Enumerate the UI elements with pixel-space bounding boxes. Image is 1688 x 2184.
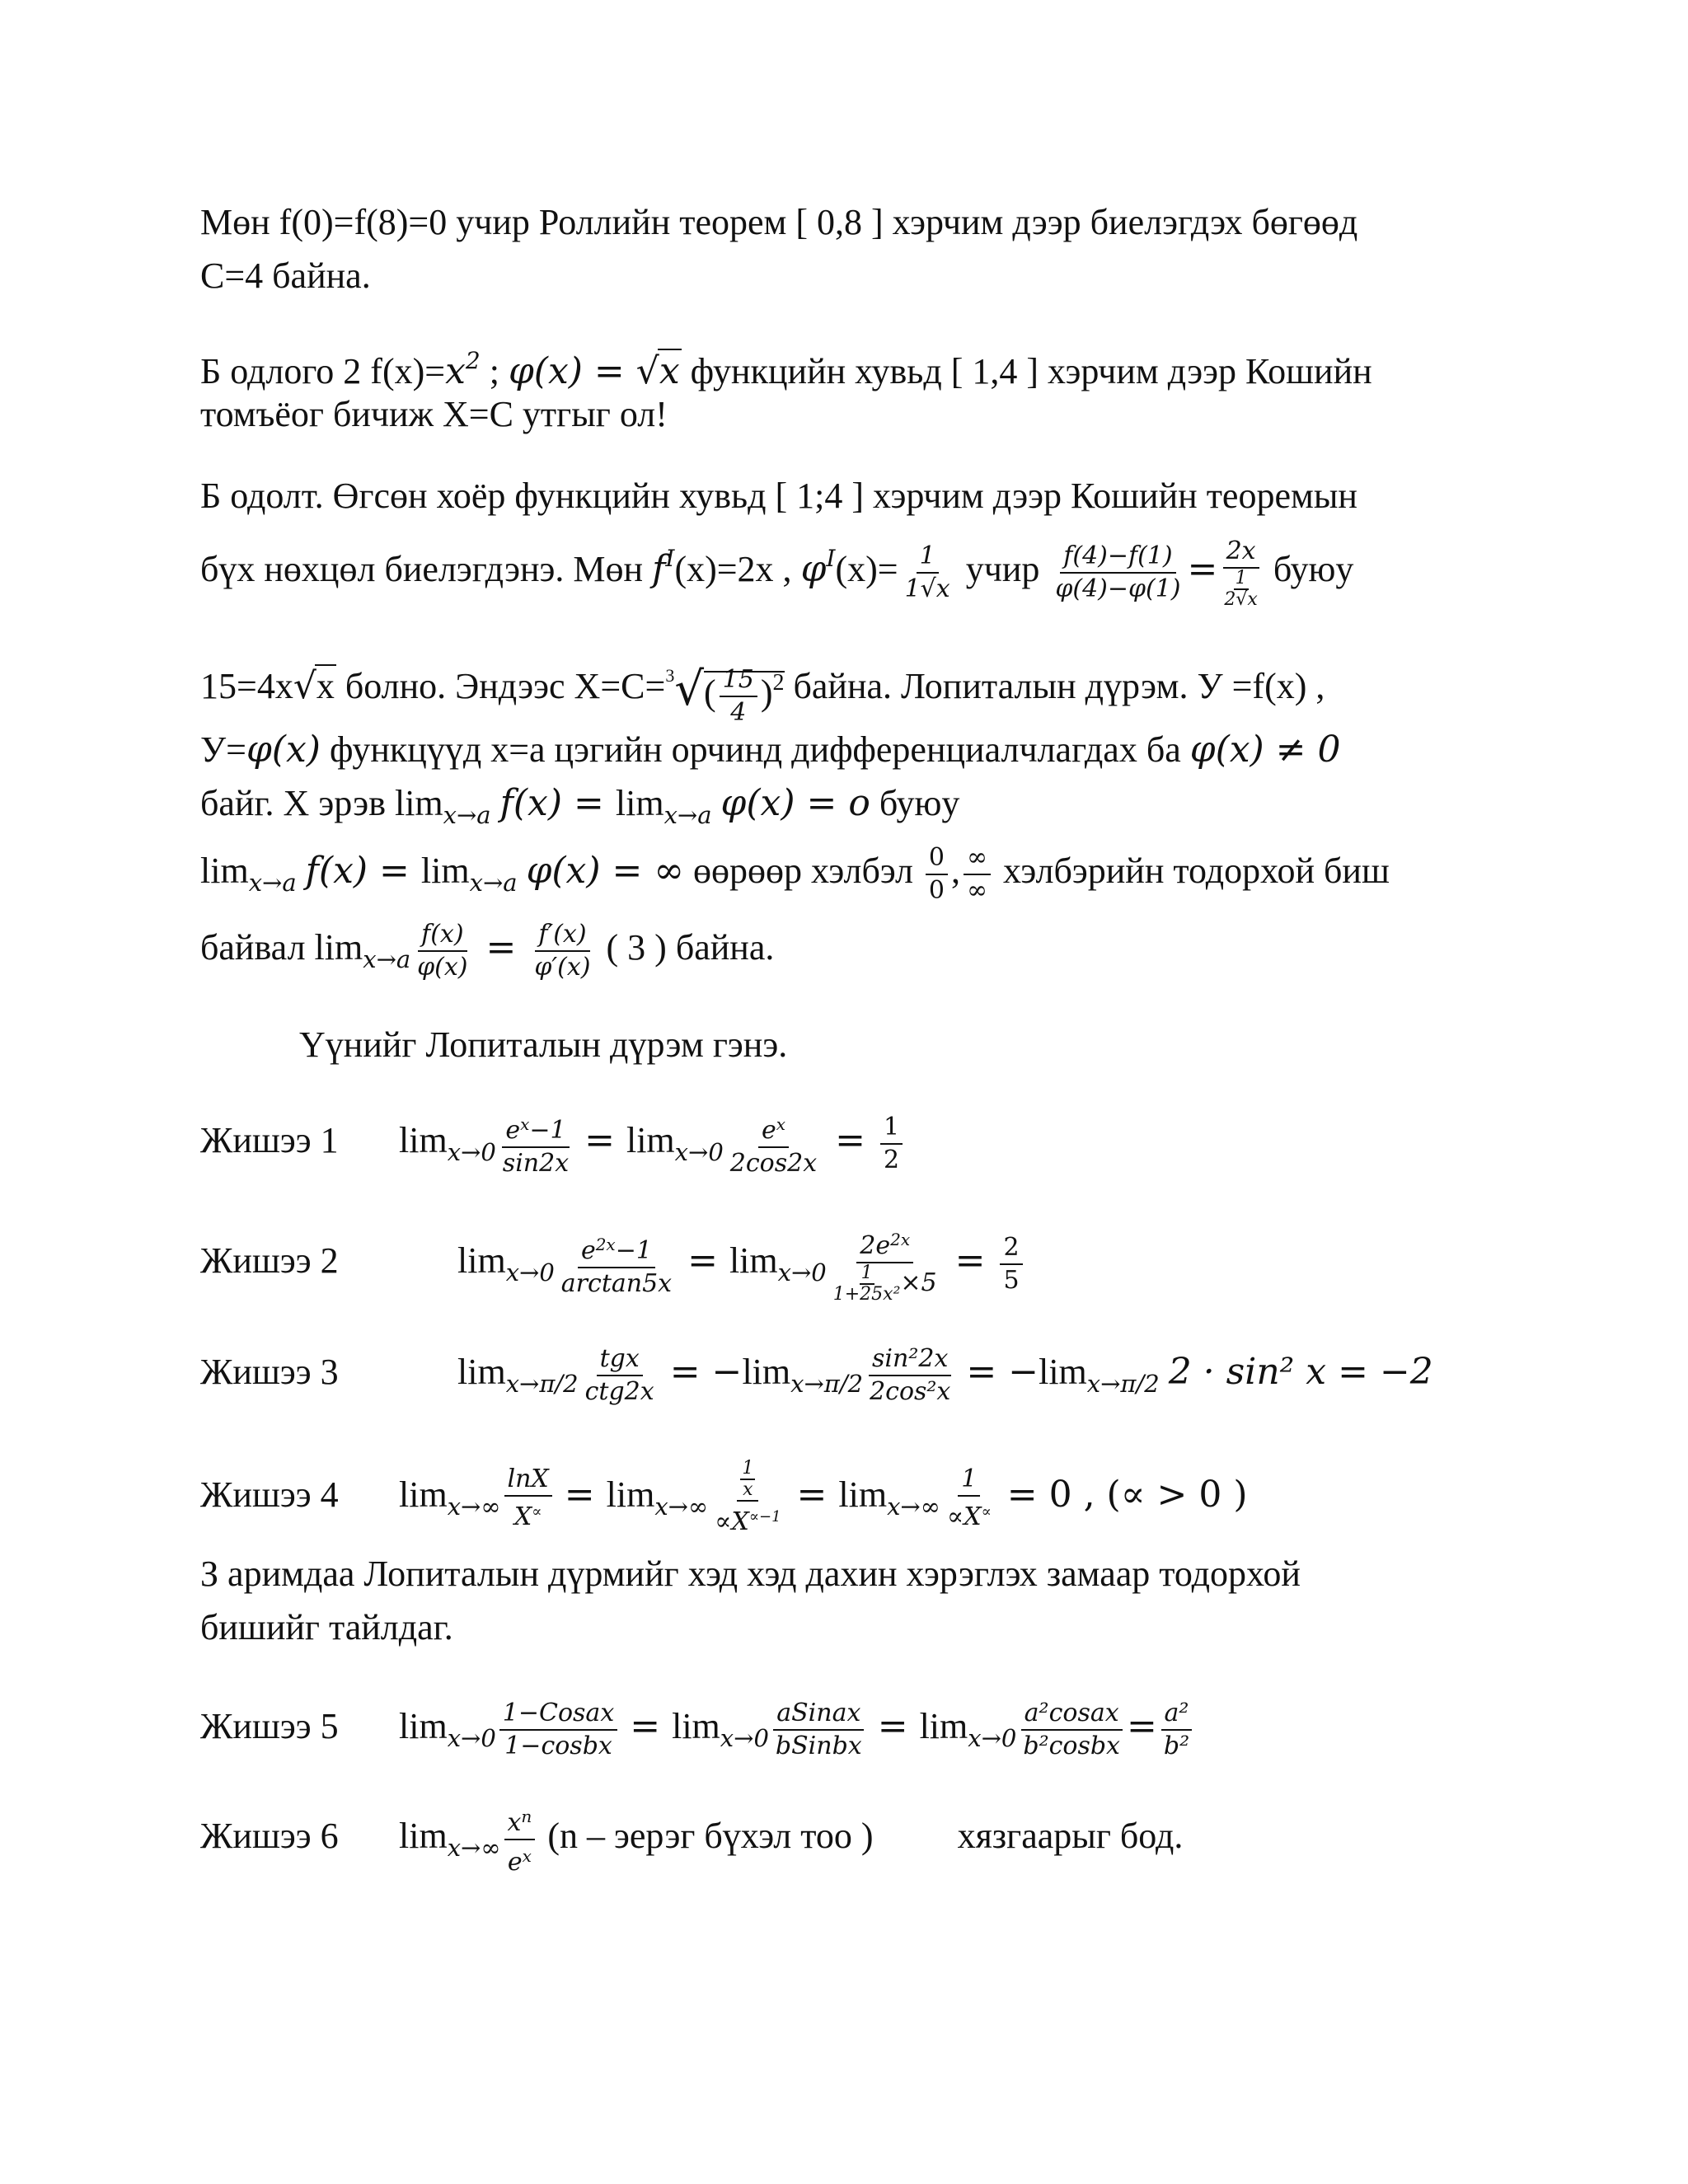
sqrt-symbol: √ bbox=[635, 350, 659, 392]
fraction: $\frac{0}{0}$ bbox=[926, 842, 948, 907]
problem-2-line-1: Б одлого 2 $f(x)=x^2$ ; φ(x) = √x функцийн хувьд [ 1,4 ] хэрчим дээр Кошийн bbox=[200, 347, 1372, 392]
text: байг. Х эрэв bbox=[200, 783, 386, 823]
text: томъёог бичиж X=C утгыг ол! bbox=[200, 394, 668, 434]
paragraph-5-line-2 bbox=[200, 1603, 1573, 1652]
text: 15=4x bbox=[200, 666, 293, 707]
text: (x)= bbox=[835, 549, 898, 589]
text: C=4 байна. bbox=[200, 255, 371, 296]
text: байвал bbox=[200, 927, 306, 968]
paragraph-1-line-2 bbox=[200, 251, 1573, 301]
math: $\lim_{x\to a}$ bbox=[615, 783, 712, 829]
equals: = bbox=[1187, 548, 1218, 590]
solution-line-7 bbox=[200, 919, 1573, 984]
solution-line-2 bbox=[200, 534, 1573, 610]
example-label: Жишээ 4 bbox=[200, 1474, 339, 1516]
text: функцийн хувьд [ 1,4 ] хэрчим дээр Кошийн bbox=[690, 351, 1372, 391]
text: бишийг тайлдаг. bbox=[200, 1607, 453, 1647]
example-3: Жишээ 3 $\lim_{x\to\pi/2}$ $\frac{\text{tgx}}{\text{ctg2x}}$ = $-\lim_{x\to\pi/2}$ $\frac{\text{sin²2x}}{\text{2cos²x}}$ = $-\lim_{x\to\pi/2}$ 2 · sin² x = −2 bbox=[200, 1344, 1433, 1406]
text: (x)=2x , bbox=[674, 549, 792, 589]
math: $\lim_{x\to a}$ bbox=[200, 851, 297, 898]
math: $\lim_{x\to 0}$ bbox=[399, 1120, 496, 1167]
math: f(x) = bbox=[305, 850, 421, 893]
text: өөрөөр хэлбэл bbox=[693, 851, 913, 892]
math: φ(x) bbox=[246, 729, 321, 771]
text: З аримдаа Лопиталын дүрмийг хэд хэд дахин хэрэглэх замаар тодорхой bbox=[200, 1554, 1301, 1594]
solution-line-4 bbox=[200, 725, 1573, 775]
math: $\lim_{x\to a}$ bbox=[394, 783, 491, 829]
solution-line-1 bbox=[200, 471, 1573, 521]
fraction: $\frac{\infty}{\infty}$ bbox=[964, 842, 991, 907]
text: Б одлого 2 f(x)= bbox=[200, 351, 446, 391]
math: $\lim_{x\to a}$ bbox=[420, 851, 518, 898]
text: ( 3 ) байна. bbox=[606, 927, 775, 968]
text: (n – эерэг бүхэл тоо ) bbox=[547, 1816, 874, 1857]
math: φ(x) = bbox=[508, 350, 636, 392]
sqrt-symbol: √ bbox=[293, 665, 316, 708]
text: Б одолт. Өгсөн хоёр функцийн хувьд [ 1;4 ] хэрчим дээр Кошийн теоремын bbox=[200, 476, 1357, 516]
math: $\varphi^I$ bbox=[800, 545, 836, 590]
example-4: Жишээ 4 $\lim_{x\to\infty}$ $\frac{\ln X}{X^\propto}$ = $\lim_{x\to\infty}$ $\frac{\frac{1}{x}}{\propto X^{\propto-1}}$ = $\lim_{x\to\infty}$ $\frac{1}{\propto X^\propto}$ = 0 , (∝ > 0 ) bbox=[200, 1458, 1248, 1536]
solution-line-3 bbox=[200, 651, 1573, 729]
math: x bbox=[316, 666, 335, 707]
cube-root: $^3$√( $\frac{15}{4}$ )$^2$ bbox=[665, 663, 785, 727]
fraction: $\frac{f'(x)}{\varphi'(x)}$ bbox=[534, 920, 591, 982]
example-2: Жишээ 2 $\lim_{x\to 0}$ $\frac{e^{2x}-1}{\arctan 5x}$ = $\lim_{x\to 0}$ $2e^{2x}$ $\frac{1}{\text{1+25x²}}$ ×5 = $\frac{2}{5}$ bbox=[200, 1224, 1573, 1305]
math: φ(x) = ∞ bbox=[526, 850, 685, 893]
math: φ(x) ≠ 0 bbox=[1189, 729, 1341, 771]
solution-line-5 bbox=[200, 779, 1573, 840]
text: буюу bbox=[1273, 549, 1354, 589]
paragraph-5-line-1 bbox=[200, 1549, 1573, 1599]
fraction: $\frac{f(x)}{\varphi(x)}$ bbox=[417, 920, 468, 982]
text: учир bbox=[965, 549, 1040, 589]
text: функцүүд x=a цэгийн орчинд дифференциалчлагдах ба bbox=[329, 729, 1181, 770]
math: φ(x) = o bbox=[720, 782, 870, 824]
text: хэлбэрийн тодорхой биш bbox=[1003, 851, 1390, 892]
example-1: Жишээ 1 $\lim_{x\to 0}$ $\frac{e^x-1}{\sin 2x}$ = $\lim_{x\to 0}$ $\frac{e^x}{2\cos 2x}$ = $\frac{1}{2}$ bbox=[200, 1108, 1573, 1179]
math: f(x) = bbox=[499, 782, 616, 824]
solution-line-6: $\lim_{x\to a} f(x) = \lim_{x\to a} \varphi(x)$ = ∞ өөрөөр хэлбэл $\frac{0}{0}$ , $\frac{\infty}{\infty}$ хэлбэрийн тодорхой биш bbox=[200, 843, 1390, 905]
example-6: Жишээ 6 $\lim_{x\to\infty}$ $\frac{x^n}{e^x}$ (n – эерэг бүхэл тоо ) хязгаарыг бод. bbox=[200, 1801, 1573, 1878]
text: буюу bbox=[879, 783, 960, 823]
equals: = bbox=[474, 926, 528, 969]
example-label: Жишээ 6 bbox=[200, 1816, 339, 1857]
text: бүх нөхцөл биелэгдэнэ. Мөн bbox=[200, 549, 644, 589]
text: У= bbox=[200, 729, 246, 770]
fraction: $\frac{f(4)-f(1)}{\varphi(4)-\varphi(1)}$ bbox=[1055, 541, 1181, 603]
text: болно. Эндээс X=C= bbox=[345, 666, 666, 707]
fraction: $\frac{1}{1√x}$ bbox=[904, 541, 950, 603]
text: Мөн f(0)=f(8)=0 учир Роллийн теорем [ 0,8 ] хэрчим дээр биелэгдэх бөгөөд bbox=[200, 202, 1358, 242]
example-5: Жишээ 5 $\lim_{x\to 0}$ $\frac{\text{1−Cosax}}{\text{1−cosbx}}$ = $\lim_{x\to 0}$ $\frac{\text{aSinax}}{\text{bSinbx}}$ = $\lim_{x\to 0}$ $\frac{\text{a²cosax}}{\text{b²cosbx}}$ = $\frac{\text{a²}}{\text{b²}}$ bbox=[200, 1698, 1573, 1763]
example-label: Жишээ 1 bbox=[200, 1120, 339, 1161]
text: байна. Лопиталын дүрэм. У =f(x) , bbox=[793, 666, 1325, 707]
example-label: Жишээ 3 bbox=[200, 1352, 339, 1393]
paragraph-1-line-1 bbox=[200, 198, 1573, 247]
text: хязгаарыг бод. bbox=[957, 1816, 1184, 1857]
problem-2-line-2 bbox=[200, 390, 1573, 439]
math: x bbox=[659, 350, 680, 392]
fraction: $\frac{2x}{\frac{1}{2√x}}$ bbox=[1224, 536, 1258, 610]
math: $f^I$ bbox=[652, 545, 675, 590]
math: $x^2$ bbox=[445, 347, 481, 392]
rule-statement bbox=[200, 1020, 1573, 1070]
example-label: Жишээ 5 bbox=[200, 1706, 339, 1747]
example-label: Жишээ 2 bbox=[200, 1240, 339, 1282]
text: Үүнийг Лопиталын дүрэм гэнэ. bbox=[299, 1024, 788, 1065]
math: $\lim_{x\to a}$ bbox=[314, 927, 411, 974]
